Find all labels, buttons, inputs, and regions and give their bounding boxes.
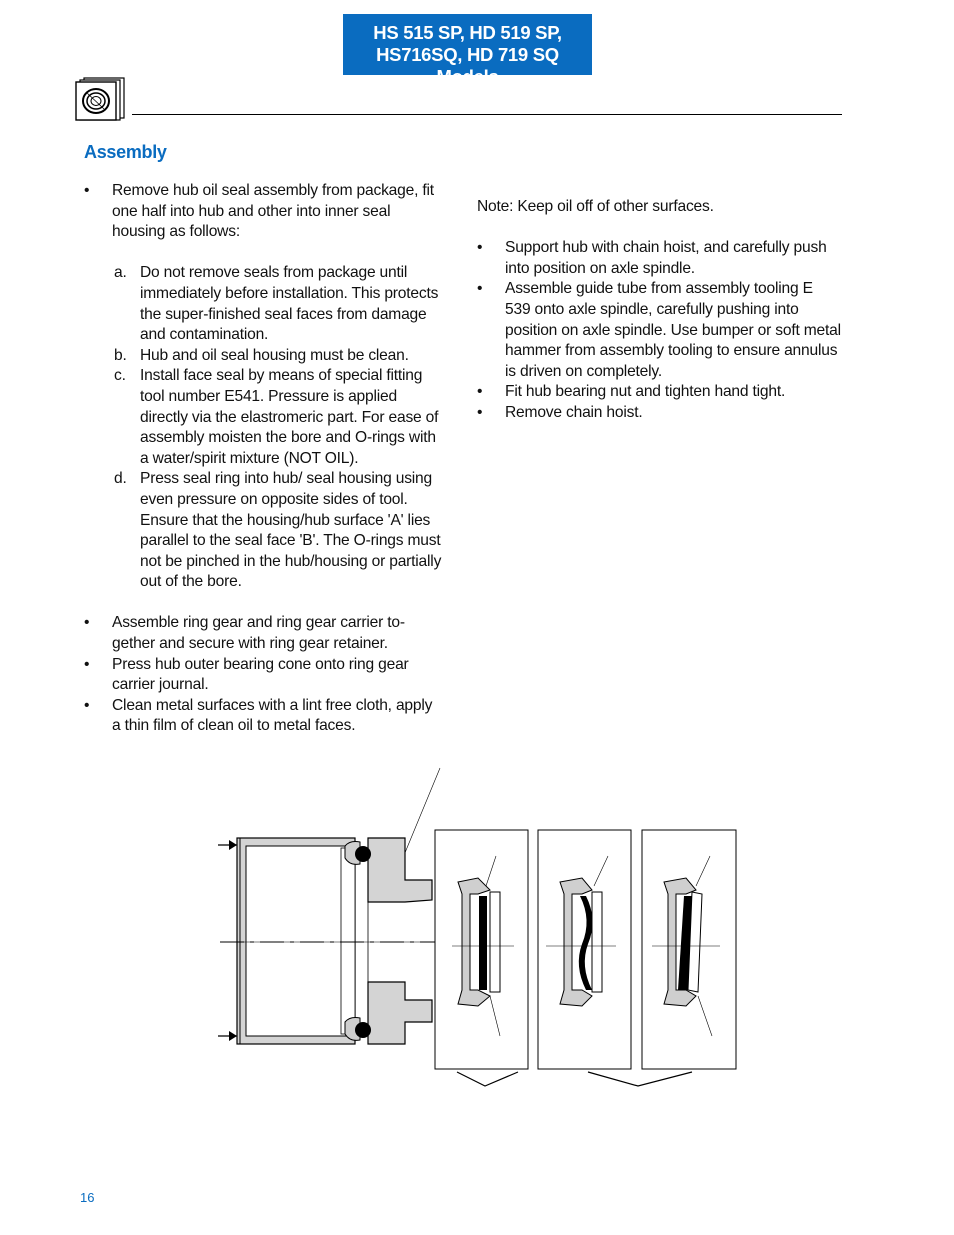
sub-item-d	[84, 469, 444, 593]
sub-item-text: Hub and oil seal housing must be clean.	[140, 346, 409, 364]
title-line-1: HS 515 SP, HD 519 SP,	[373, 22, 562, 43]
page-title	[343, 14, 592, 87]
sub-item-c	[84, 366, 444, 469]
sub-item-text: Install face seal by means of special fitting tool number E541. Pressure is applied directly via the elastromeric part. For ease of assembly moisten the bore and O-rings with a water/spirit mixture (NOT OIL).	[140, 367, 439, 467]
list-item: • Assemble guide tube from assembly tooling E 539 onto axle spindle, carefully pushing into position on axle spindle. Use bumper or soft metal hammer from assembly tooling to ensure annulus is driven on completely.	[477, 279, 842, 382]
sub-item-b	[84, 346, 444, 367]
sub-item-letter: b.	[114, 346, 127, 364]
note-text: Note: Keep oil off of other surfaces.	[477, 198, 714, 215]
section-title: Assembly	[84, 142, 167, 162]
list-item: • Support hub with chain hoist, and carefully push into position on axle spindle.	[477, 238, 842, 279]
page-number: 16	[80, 1190, 95, 1205]
sub-item-text: Press seal ring into hub/ seal housing using even pressure on opposite sides of tool. Ensure that the housing/hub surface 'A' lies parallel to the seal face 'B'. The O-rings must not be pinched in the hub/housing or partially out of the bore.	[140, 470, 442, 591]
list-item: • Press hub outer bearing cone onto ring gear carrier journal.	[84, 655, 444, 696]
left-column	[84, 181, 444, 737]
sub-item-a	[84, 263, 444, 345]
seal-ring-icon	[74, 76, 130, 122]
sub-item-letter: a.	[114, 264, 127, 282]
header-rule	[132, 114, 842, 115]
list-item: • Fit hub bearing nut and tighten hand tight.	[477, 382, 842, 403]
list-item: • Assemble ring gear and ring gear carrier to-gether and secure with ring gear retainer.	[84, 613, 444, 654]
seal-assembly-diagram	[200, 760, 760, 1100]
list-item: • Remove chain hoist.	[477, 403, 842, 424]
sub-item-letter: d.	[114, 470, 127, 488]
right-column	[477, 197, 842, 424]
sub-item-letter: c.	[114, 367, 126, 385]
list-item: • Clean metal surfaces with a lint free cloth, apply a thin film of clean oil to metal faces.	[84, 696, 444, 737]
sub-item-text: Do not remove seals from package until immediately before installation. This protects the super-finished seal faces from damage and contamination.	[140, 264, 439, 344]
list-item: • Remove hub oil seal assembly from package, fit one half into hub and other into inner seal housing as follows:	[84, 181, 444, 243]
title-line-2: HS716SQ, HD 719 SQ Models	[376, 44, 559, 87]
